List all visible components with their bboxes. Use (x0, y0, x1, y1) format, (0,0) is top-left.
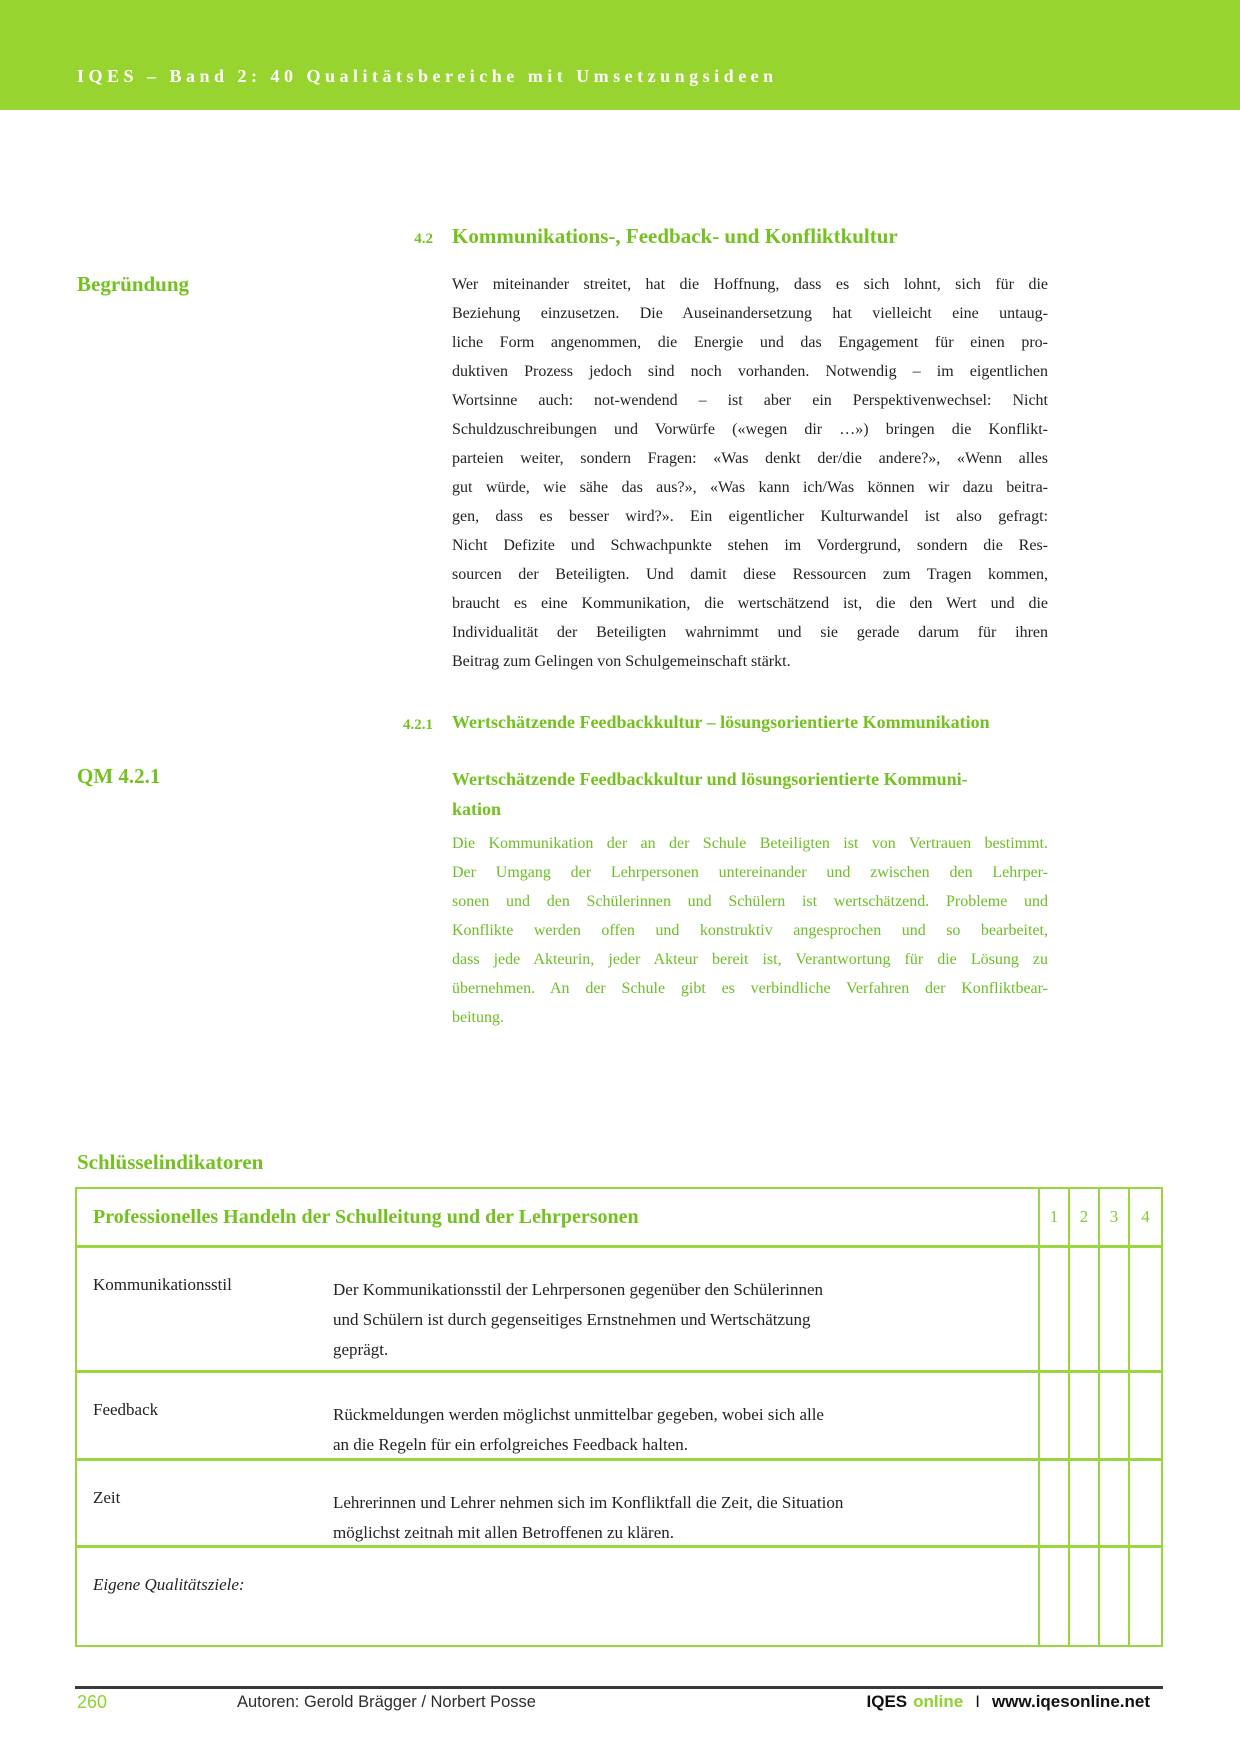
rating-cell (1098, 1458, 1128, 1545)
rating-cell (1068, 1458, 1098, 1545)
indicators-table (75, 1187, 1163, 1647)
brand-separator: I (975, 1692, 980, 1711)
paragraph-line: Konflikte werden offen und konstruktiv angesprochen und so bearbeitet, (452, 922, 1048, 939)
table-row (77, 1245, 1038, 1370)
table-row (77, 1458, 1038, 1545)
content-line: geprägt. (333, 1340, 389, 1359)
row-content (333, 1400, 1024, 1460)
table-header-title: Professionelles Handeln der Schulleitung und der Lehrpersonen (93, 1205, 639, 1228)
footer-authors: Autoren: Gerold Brägger / Norbert Posse (237, 1693, 536, 1711)
table-row (77, 1370, 1038, 1458)
paragraph-line: Beziehung einzusetzen. Die Auseinandersetzung hat vielleicht eine untaug- (452, 305, 1048, 322)
rating-cell (1128, 1545, 1161, 1645)
content-line: und Schülern ist durch gegenseitiges Ernstnehmen und Wertschätzung (333, 1310, 811, 1329)
paragraph-line: Wer miteinander streitet, hat die Hoffnung, dass es sich lohnt, sich für die (452, 276, 1048, 293)
paragraph-line: übernehmen. An der Schule gibt es verbindliche Verfahren der Konfliktbear- (452, 980, 1048, 997)
rating-column-header: 1 (1038, 1189, 1068, 1245)
content-line: möglichst zeitnah mit allen Betroffenen zu klären. (333, 1523, 674, 1542)
paragraph-line: Die Kommunikation der an der Schule Beteiligten ist von Vertrauen bestimmt. (452, 835, 1048, 852)
margin-label-begruendung: Begründung (77, 272, 190, 296)
content-line: Lehrerinnen und Lehrer nehmen sich im Konfliktfall die Zeit, die Situation (333, 1493, 844, 1512)
goals-row (77, 1545, 1038, 1645)
paragraph-line: dass jede Akteurin, jeder Akteur bereit ist, Verantwortung für die Lösung zu (452, 951, 1048, 968)
goals-label: Eigene Qualitätsziele: (93, 1575, 245, 1594)
rating-column-header: 2 (1068, 1189, 1098, 1245)
paragraph-line: Individualität der Beteiligten wahrnimmt und sie gerade darum für ihren (452, 624, 1048, 641)
rating-column-header: 3 (1098, 1189, 1128, 1245)
rating-column-header: 4 (1128, 1189, 1161, 1245)
footer-page-number: 260 (77, 1692, 108, 1712)
rating-cell (1038, 1545, 1068, 1645)
row-content (333, 1275, 1024, 1365)
paragraph-line: Der Umgang der Lehrpersonen untereinander und zwischen den Lehrper- (452, 864, 1048, 881)
rating-cell (1068, 1370, 1098, 1458)
paragraph-line: kation (452, 799, 502, 819)
paragraph-line: gut würde, wie sähe das aus?», «Was kann ich/Was können wir dazu beitra- (452, 479, 1048, 496)
row-content (333, 1488, 1024, 1548)
rating-cell (1098, 1545, 1128, 1645)
rating-cell (1038, 1370, 1068, 1458)
footer-brand (867, 1692, 1150, 1712)
page-header-title: IQES – Band 2: 40 Qualitätsbereiche mit Umsetzungsideen (77, 66, 778, 86)
subsection-title: Wertschätzende Feedbackkultur – lösungsorientierte Kommunikation (452, 712, 990, 732)
section-title: Kommunikations-, Feedback- und Konfliktkultur (452, 224, 898, 248)
rating-cell (1128, 1245, 1161, 1370)
body-paragraph (452, 270, 1048, 676)
qm-heading (452, 764, 1092, 824)
paragraph-line: braucht es eine Kommunikation, die wertschätzend ist, die den Wert und die (452, 595, 1048, 612)
paragraph-line: beitung. (452, 1009, 504, 1026)
paragraph-line: Schuldzuschreibungen und Vorwürfe («wegen dir …») bringen die Konflikt- (452, 421, 1048, 438)
content-line: Rückmeldungen werden möglichst unmittelbar gegeben, wobei sich alle (333, 1405, 824, 1424)
paragraph-line: liche Form angenommen, die Energie und das Engagement für einen pro- (452, 334, 1048, 351)
subsection-number: 4.2.1 (403, 717, 433, 733)
row-label: Zeit (93, 1488, 121, 1507)
section-number: 4.2 (414, 231, 433, 247)
header-bar (0, 0, 1240, 110)
row-label: Kommunikationsstil (93, 1275, 232, 1294)
paragraph-line: parteien weiter, sondern Fragen: «Was denkt der/die andere?», «Wenn alles (452, 450, 1048, 467)
rating-cell (1128, 1370, 1161, 1458)
rating-cell (1098, 1245, 1128, 1370)
rating-cell (1038, 1458, 1068, 1545)
indicators-heading: Schlüsselindikatoren (77, 1150, 264, 1174)
rating-cell (1128, 1458, 1161, 1545)
rating-cell (1038, 1245, 1068, 1370)
rating-cell (1068, 1545, 1098, 1645)
rating-cell (1068, 1245, 1098, 1370)
qm-paragraph (452, 829, 1048, 1032)
paragraph-line: gen, dass es besser wird?». Ein eigentlicher Kulturwandel ist also gefragt: (452, 508, 1048, 525)
paragraph-line: Beitrag zum Gelingen von Schulgemeinschaft stärkt. (452, 653, 791, 670)
paragraph-line: duktiven Prozess jedoch sind noch vorhanden. Notwendig – im eigentlichen (452, 363, 1048, 380)
content-line: an die Regeln für ein erfolgreiches Feedback halten. (333, 1435, 688, 1454)
rating-cell (1098, 1370, 1128, 1458)
brand-iqes: IQES (866, 1692, 908, 1711)
paragraph-line: sourcen der Beteiligten. Und damit diese Ressourcen zum Tragen kommen, (452, 566, 1048, 583)
paragraph-line: Wertschätzende Feedbackkultur und lösungsorientierte Kommuni- (452, 769, 968, 789)
content-line: Der Kommunikationsstil der Lehrpersonen gegenüber den Schülerinnen (333, 1280, 824, 1299)
paragraph-line: Nicht Defizite und Schwachpunkte stehen im Vordergrund, sondern die Res- (452, 537, 1048, 554)
row-label: Feedback (93, 1400, 159, 1419)
paragraph-line: sonen und den Schülerinnen und Schülern ist wertschätzend. Probleme und (452, 893, 1048, 910)
brand-url: www.iqesonline.net (991, 1692, 1150, 1711)
footer-rule (75, 1686, 1163, 1689)
paragraph-line: Wortsinne auch: not-wendend – ist aber ein Perspektivenwechsel: Nicht (452, 392, 1048, 409)
brand-online: online (913, 1692, 964, 1711)
margin-label-qm: QM 4.2.1 (77, 764, 161, 788)
